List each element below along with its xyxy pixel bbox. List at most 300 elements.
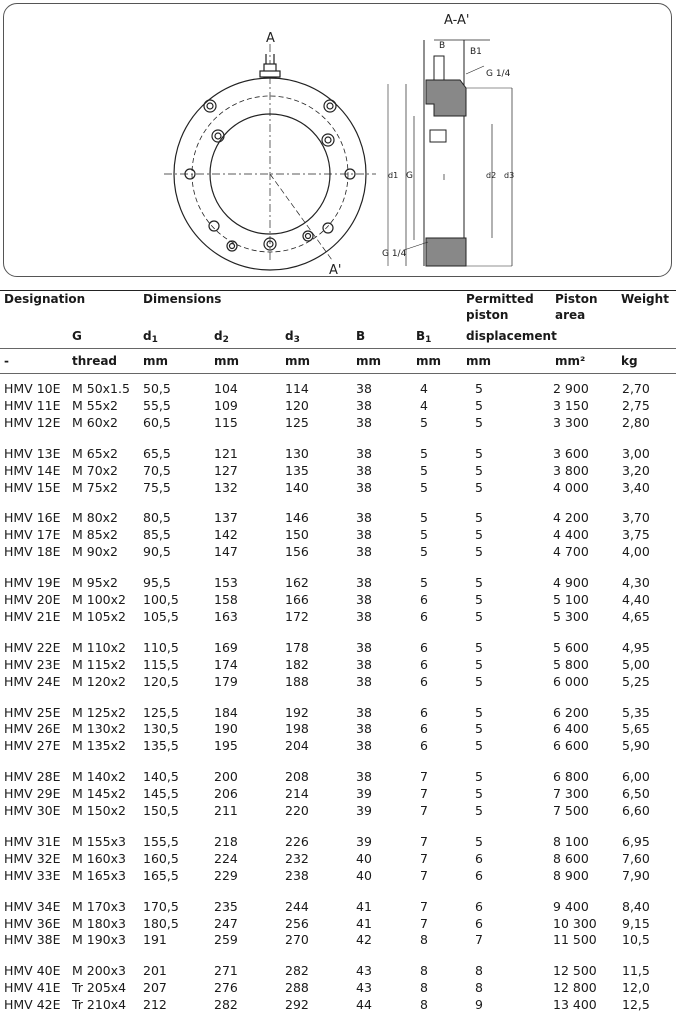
cell-designation: HMV 21E	[4, 608, 61, 624]
cell-b: 40	[356, 867, 372, 883]
cell-d3: 135	[285, 462, 309, 478]
cell-d3: 232	[285, 850, 309, 866]
cell-b1: 5	[420, 527, 428, 543]
table-top-rule	[0, 290, 676, 291]
cell-b: 42	[356, 932, 372, 948]
cell-d1: 55,5	[143, 397, 171, 413]
cell-d1: 90,5	[143, 544, 171, 560]
unit-d2: mm	[214, 354, 240, 368]
cell-d1: 70,5	[143, 462, 171, 478]
label-g-quarter-top: G 1/4	[486, 69, 511, 79]
cell-b: 38	[356, 608, 372, 624]
cell-b1: 7	[420, 833, 428, 849]
cell-d3: 172	[285, 608, 309, 624]
cell-area: 4 400	[553, 527, 589, 543]
cell-weight: 3,20	[622, 462, 650, 478]
cell-d2: 211	[214, 803, 238, 818]
cell-area: 8 600	[553, 850, 589, 866]
cell-displacement: 5	[475, 673, 483, 689]
cell-d2: 229	[214, 867, 238, 883]
cell-thread: M 55x2	[72, 397, 119, 413]
cell-designation: HMV 16E	[4, 510, 61, 526]
cell-d1: 80,5	[143, 510, 171, 526]
cell-designation: HMV 13E	[4, 445, 61, 461]
cell-d3: 156	[285, 544, 309, 560]
header-piston-2: area	[555, 308, 586, 322]
unit-displacement: mm	[466, 354, 492, 368]
cell-b1: 4	[420, 381, 428, 396]
cell-d1: 165,5	[143, 867, 179, 883]
cell-b: 38	[356, 381, 372, 396]
cell-displacement: 5	[475, 381, 483, 396]
header-b1-sub: 1	[425, 335, 432, 345]
cell-weight: 4,40	[622, 592, 650, 607]
cell-b1: 8	[420, 932, 428, 948]
cell-d1: 95,5	[143, 575, 171, 591]
cell-d1: 155,5	[143, 833, 179, 849]
cell-b1: 6	[420, 608, 428, 624]
header-d1-letter: d	[143, 329, 152, 343]
cell-d2: 200	[214, 769, 238, 785]
header-d1-sub: 1	[151, 335, 158, 345]
cell-d1: 115,5	[143, 656, 179, 672]
cell-d2: 121	[214, 445, 238, 461]
cell-d2: 115	[214, 414, 238, 430]
cell-thread: Tr 210x4	[72, 997, 127, 1013]
header-designation: Designation	[4, 292, 86, 306]
cell-b1: 6	[420, 738, 428, 754]
cell-weight: 3,40	[622, 479, 650, 495]
header-weight: Weight	[621, 292, 669, 306]
cell-thread: M 150x2	[72, 803, 126, 818]
cell-displacement: 5	[475, 592, 483, 607]
cell-b: 38	[356, 414, 372, 430]
cell-d2: 163	[214, 608, 238, 624]
cell-d3: 208	[285, 769, 309, 785]
unit-d1: mm	[143, 354, 169, 368]
cell-displacement: 9	[475, 997, 483, 1013]
cell-displacement: 5	[475, 639, 483, 655]
cell-displacement: 8	[475, 980, 483, 996]
cell-b1: 8	[420, 963, 428, 979]
header-piston-1: Piston	[555, 292, 598, 306]
cell-weight: 4,95	[622, 639, 650, 655]
cell-b1: 7	[420, 803, 428, 818]
header-b1	[416, 329, 431, 345]
cell-b: 38	[356, 445, 372, 461]
cell-designation: HMV 38E	[4, 932, 61, 948]
cell-d1: 50,5	[143, 381, 171, 396]
cell-displacement: 5	[475, 479, 483, 495]
drawing-svg	[4, 4, 673, 278]
label-b: B	[439, 41, 446, 51]
cell-d3: 188	[285, 673, 309, 689]
cell-b: 38	[356, 639, 372, 655]
cell-area: 3 300	[553, 414, 589, 430]
unit-b: mm	[356, 354, 382, 368]
label-d1: d1	[388, 171, 399, 180]
cell-d3: 238	[285, 867, 309, 883]
units-divider	[0, 373, 676, 374]
cell-weight: 6,50	[622, 786, 650, 802]
cell-d3: 288	[285, 980, 309, 996]
cell-b1: 8	[420, 997, 428, 1013]
cell-d3: 192	[285, 704, 309, 720]
cell-displacement: 5	[475, 527, 483, 543]
cell-thread: M 180x3	[72, 915, 126, 931]
cell-d2: 153	[214, 575, 238, 591]
cell-displacement: 5	[475, 575, 483, 591]
cell-d1: 105,5	[143, 608, 179, 624]
cell-d1: 180,5	[143, 915, 179, 931]
cell-designation: HMV 15E	[4, 479, 61, 495]
cell-b1: 5	[420, 575, 428, 591]
cell-designation: HMV 36E	[4, 915, 61, 931]
cell-designation: HMV 22E	[4, 639, 61, 655]
cell-designation: HMV 40E	[4, 963, 61, 979]
cell-b: 41	[356, 915, 372, 931]
cell-d1: 85,5	[143, 527, 171, 543]
cell-designation: HMV 31E	[4, 833, 61, 849]
cell-area: 8 100	[553, 833, 589, 849]
cell-d2: 104	[214, 381, 238, 396]
cell-d1: 201	[143, 963, 167, 979]
cell-designation: HMV 32E	[4, 850, 61, 866]
header-d3	[285, 329, 300, 345]
cell-thread: M 110x2	[72, 639, 126, 655]
cell-weight: 5,65	[622, 721, 650, 737]
cell-area: 3 150	[553, 397, 589, 413]
cell-designation: HMV 30E	[4, 803, 61, 818]
header-permitted-2: piston	[466, 308, 509, 322]
cell-b1: 5	[420, 445, 428, 461]
cell-thread: M 80x2	[72, 510, 119, 526]
cell-b: 40	[356, 850, 372, 866]
cell-weight: 2,80	[622, 414, 650, 430]
label-d2: d2	[486, 171, 497, 180]
cell-b1: 6	[420, 704, 428, 720]
cell-d1: 65,5	[143, 445, 171, 461]
cell-d3: 282	[285, 963, 309, 979]
label-d3: d3	[504, 171, 515, 180]
cell-area: 7 500	[553, 803, 589, 818]
cell-area: 5 600	[553, 639, 589, 655]
cell-displacement: 5	[475, 769, 483, 785]
cell-d1: 120,5	[143, 673, 179, 689]
cell-d3: 244	[285, 898, 309, 914]
cell-d1: 145,5	[143, 786, 179, 802]
cell-thread: M 50x1.5	[72, 381, 130, 396]
cell-area: 5 300	[553, 608, 589, 624]
cell-designation: HMV 23E	[4, 656, 61, 672]
cell-d2: 142	[214, 527, 238, 543]
cell-thread: M 120x2	[72, 673, 126, 689]
cell-d1: 75,5	[143, 479, 171, 495]
cell-d1: 125,5	[143, 704, 179, 720]
cell-b1: 5	[420, 544, 428, 560]
cell-weight: 3,75	[622, 527, 650, 543]
cell-area: 8 900	[553, 867, 589, 883]
cell-b: 38	[356, 479, 372, 495]
cell-displacement: 5	[475, 704, 483, 720]
cell-d2: 158	[214, 592, 238, 607]
cell-d3: 204	[285, 738, 309, 754]
cell-weight: 3,70	[622, 510, 650, 526]
cell-b: 38	[356, 544, 372, 560]
cell-d2: 137	[214, 510, 238, 526]
label-a: A	[266, 31, 275, 46]
cell-displacement: 5	[475, 544, 483, 560]
header-g: G	[72, 329, 82, 343]
cell-weight: 6,60	[622, 803, 650, 818]
cell-designation: HMV 24E	[4, 673, 61, 689]
cell-area: 11 500	[553, 932, 597, 948]
cell-thread: M 200x3	[72, 963, 126, 979]
cell-d3: 162	[285, 575, 309, 591]
cell-thread: M 130x2	[72, 721, 126, 737]
cell-area: 12 800	[553, 980, 597, 996]
cell-designation: HMV 10E	[4, 381, 61, 396]
cell-area: 7 300	[553, 786, 589, 802]
cell-d2: 190	[214, 721, 238, 737]
cell-b1: 5	[420, 414, 428, 430]
cell-weight: 6,00	[622, 769, 650, 785]
unit-designation: -	[4, 354, 9, 368]
cell-weight: 12,5	[622, 997, 650, 1013]
cell-d1: 212	[143, 997, 167, 1013]
cell-displacement: 6	[475, 915, 483, 931]
cell-thread: Tr 205x4	[72, 980, 127, 996]
technical-drawing	[3, 3, 672, 277]
cell-area: 2 900	[553, 381, 589, 396]
label-g-quarter-bottom: G 1/4	[382, 249, 407, 259]
cell-d3: 198	[285, 721, 309, 737]
cell-d2: 276	[214, 980, 238, 996]
cell-displacement: 5	[475, 786, 483, 802]
header-d2-letter: d	[214, 329, 223, 343]
cell-designation: HMV 12E	[4, 414, 61, 430]
cell-b: 43	[356, 980, 372, 996]
cell-area: 3 800	[553, 462, 589, 478]
cell-d1: 191	[143, 932, 167, 948]
header-b1-letter: B	[416, 329, 426, 343]
cell-thread: M 165x3	[72, 867, 126, 883]
cell-designation: HMV 33E	[4, 867, 61, 883]
cell-b: 38	[356, 462, 372, 478]
cell-designation: HMV 11E	[4, 397, 61, 413]
cell-d2: 235	[214, 898, 238, 914]
cell-d2: 174	[214, 656, 238, 672]
cell-d1: 100,5	[143, 592, 179, 607]
cell-b: 38	[356, 673, 372, 689]
cell-displacement: 5	[475, 397, 483, 413]
header-d3-letter: d	[285, 329, 294, 343]
cell-area: 10 300	[553, 915, 597, 931]
cell-b: 38	[356, 527, 372, 543]
cell-d3: 256	[285, 915, 309, 931]
cell-d1: 140,5	[143, 769, 179, 785]
cell-thread: M 70x2	[72, 462, 119, 478]
cell-displacement: 5	[475, 510, 483, 526]
cell-b1: 7	[420, 898, 428, 914]
cell-b1: 7	[420, 850, 428, 866]
cell-designation: HMV 17E	[4, 527, 61, 543]
cell-displacement: 5	[475, 608, 483, 624]
cell-thread: M 60x2	[72, 414, 119, 430]
cell-weight: 10,5	[622, 932, 650, 948]
cell-b1: 5	[420, 510, 428, 526]
cell-d2: 127	[214, 462, 238, 478]
cell-d1: 135,5	[143, 738, 179, 754]
cell-area: 12 500	[553, 963, 597, 979]
cell-d3: 140	[285, 479, 309, 495]
cell-area: 4 200	[553, 510, 589, 526]
cell-d3: 270	[285, 932, 309, 948]
cell-displacement: 5	[475, 445, 483, 461]
cell-d2: 218	[214, 833, 238, 849]
cell-thread: M 90x2	[72, 544, 119, 560]
cell-d2: 179	[214, 673, 238, 689]
cell-d2: 109	[214, 397, 238, 413]
label-b1: B1	[470, 47, 482, 57]
cell-b: 38	[356, 769, 372, 785]
cell-b1: 5	[420, 462, 428, 478]
header-dimensions: Dimensions	[143, 292, 222, 306]
cell-area: 6 400	[553, 721, 589, 737]
cell-designation: HMV 18E	[4, 544, 61, 560]
cell-weight: 2,75	[622, 397, 650, 413]
cell-b1: 8	[420, 980, 428, 996]
cell-b: 38	[356, 704, 372, 720]
cell-d2: 259	[214, 932, 238, 948]
cell-b1: 7	[420, 915, 428, 931]
cell-d3: 150	[285, 527, 309, 543]
header-d2-sub: 2	[222, 335, 229, 345]
cell-weight: 4,65	[622, 608, 650, 624]
cell-d2: 282	[214, 997, 238, 1013]
cell-thread: M 145x2	[72, 786, 126, 802]
cell-designation: HMV 42E	[4, 997, 61, 1013]
cell-area: 4 700	[553, 544, 589, 560]
cell-area: 3 600	[553, 445, 589, 461]
cell-displacement: 5	[475, 738, 483, 754]
cell-d3: 130	[285, 445, 309, 461]
cell-thread: M 115x2	[72, 656, 126, 672]
cell-thread: M 85x2	[72, 527, 119, 543]
cell-b: 39	[356, 803, 372, 818]
cell-b1: 6	[420, 673, 428, 689]
cell-d3: 182	[285, 656, 309, 672]
cell-d2: 147	[214, 544, 238, 560]
cell-b: 39	[356, 833, 372, 849]
cell-displacement: 5	[475, 656, 483, 672]
cell-thread: M 105x2	[72, 608, 126, 624]
cell-b: 44	[356, 997, 372, 1013]
cell-d2: 195	[214, 738, 238, 754]
unit-weight: kg	[621, 354, 638, 368]
cell-displacement: 5	[475, 414, 483, 430]
header-permitted-1: Permitted	[466, 292, 534, 306]
cell-b: 38	[356, 592, 372, 607]
header-divider	[0, 348, 676, 349]
cell-b: 38	[356, 738, 372, 754]
cell-thread: M 125x2	[72, 704, 126, 720]
cell-d3: 114	[285, 381, 309, 396]
cell-thread: M 155x3	[72, 833, 126, 849]
cell-area: 6 600	[553, 738, 589, 754]
cell-d3: 120	[285, 397, 309, 413]
cell-d1: 160,5	[143, 850, 179, 866]
cell-b: 38	[356, 575, 372, 591]
cell-designation: HMV 14E	[4, 462, 61, 478]
cell-d3: 178	[285, 639, 309, 655]
cell-thread: M 95x2	[72, 575, 119, 591]
cell-thread: M 140x2	[72, 769, 126, 785]
cell-d1: 130,5	[143, 721, 179, 737]
cell-thread: M 160x3	[72, 850, 126, 866]
cell-d3: 146	[285, 510, 309, 526]
cell-designation: HMV 27E	[4, 738, 61, 754]
cell-b: 38	[356, 510, 372, 526]
unit-area: mm²	[555, 354, 586, 368]
cell-d3: 220	[285, 803, 309, 818]
cell-b1: 6	[420, 592, 428, 607]
cell-area: 13 400	[553, 997, 597, 1013]
cell-thread: M 75x2	[72, 479, 119, 495]
cell-d2: 184	[214, 704, 238, 720]
cell-d1: 150,5	[143, 803, 179, 818]
cell-weight: 8,40	[622, 898, 650, 914]
cell-weight: 7,60	[622, 850, 650, 866]
cell-area: 4 000	[553, 479, 589, 495]
cell-thread: M 170x3	[72, 898, 126, 914]
cell-d2: 247	[214, 915, 238, 931]
cell-b1: 7	[420, 786, 428, 802]
cell-designation: HMV 25E	[4, 704, 61, 720]
cell-displacement: 6	[475, 850, 483, 866]
header-d2	[214, 329, 229, 345]
cell-b1: 4	[420, 397, 428, 413]
cell-designation: HMV 28E	[4, 769, 61, 785]
cell-displacement: 8	[475, 963, 483, 979]
cell-area: 6 000	[553, 673, 589, 689]
cell-designation: HMV 34E	[4, 898, 61, 914]
cell-b1: 6	[420, 639, 428, 655]
cell-weight: 9,15	[622, 915, 650, 931]
cell-b: 41	[356, 898, 372, 914]
cell-weight: 5,90	[622, 738, 650, 754]
header-b: B	[356, 329, 366, 343]
cell-designation: HMV 29E	[4, 786, 61, 802]
cell-area: 5 100	[553, 592, 589, 607]
cell-d2: 206	[214, 786, 238, 802]
cell-designation: HMV 19E	[4, 575, 61, 591]
cell-b: 38	[356, 656, 372, 672]
cell-b1: 7	[420, 867, 428, 883]
cell-weight: 7,90	[622, 867, 650, 883]
cell-d2: 271	[214, 963, 238, 979]
cell-d1: 207	[143, 980, 167, 996]
front-view	[164, 44, 376, 270]
cell-thread: M 100x2	[72, 592, 126, 607]
cell-displacement: 7	[475, 932, 483, 948]
cell-weight: 3,00	[622, 445, 650, 461]
label-g: G	[406, 171, 413, 181]
cell-area: 6 200	[553, 704, 589, 720]
cell-area: 9 400	[553, 898, 589, 914]
cell-weight: 5,35	[622, 704, 650, 720]
cell-thread: M 135x2	[72, 738, 126, 754]
